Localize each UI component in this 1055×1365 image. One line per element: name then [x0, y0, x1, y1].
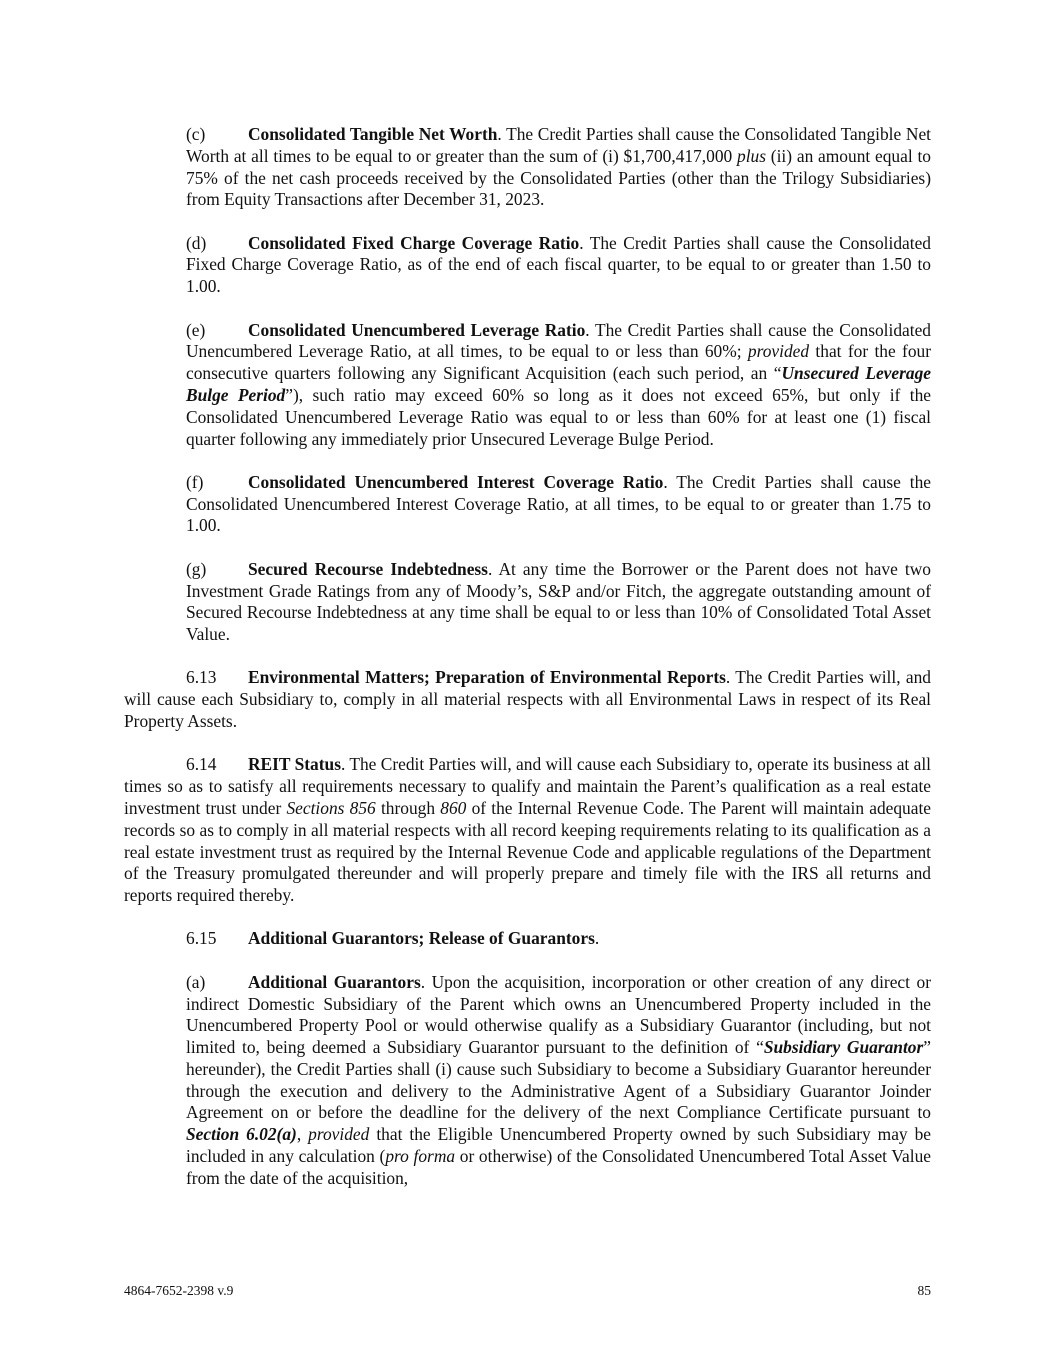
section-heading: Environmental Matters; Preparation of Environmental Reports	[248, 667, 726, 688]
section-text: . The Credit Parties will, and will cause each Subsidiary to, comply in all material respects with all Environmental Laws in respect of its Real Property Assets.	[124, 667, 932, 732]
clause-a	[186, 972, 931, 1190]
clause-text: . The Credit Parties shall cause the Consolidated Tangible Net Worth at all times to be equal to or greater than the sum of (i) $1,700,417,000	[186, 124, 931, 166]
defined-term: Subsidiary Guarantor	[763, 1037, 924, 1058]
clause-text-italic: provided	[308, 1124, 370, 1145]
defined-term: Unsecured Leverage Bulge Period	[186, 363, 932, 405]
clause-d	[186, 233, 931, 298]
section-number: 6.14	[186, 754, 217, 775]
document-body	[124, 124, 931, 1211]
section-number: 6.15	[186, 928, 217, 949]
section-text-italic: 860	[440, 797, 467, 818]
clause-label: (c)	[186, 124, 206, 144]
section-text: of the Internal Revenue Code. The Parent will maintain adequate records so as to comply in all material respects with all record keeping requirements relating to its qualification as a real estate investment trust as required by the Internal Revenue Code and applicable regulations of the Department of the Treasury promulgated thereunder and will properly prepare and timely file with the IRS all returns and reports required thereby.	[124, 797, 932, 906]
clause-text: ”), such ratio may exceed 60% so long as it does not exceed 65%, but only if the Consolidated Unencumbered Leverage Ratio was equal to or less than 60% for at least one (1) fiscal quarter following any immediately prior Unsecured Leverage Bulge Period.	[186, 384, 931, 449]
clause-text: . The Credit Parties shall cause the Consolidated Unencumbered Interest Coverage Ratio, at all times, to be equal to or greater than 1.75 to 1.00.	[186, 471, 931, 536]
clause-heading: Consolidated Tangible Net Worth	[248, 124, 498, 144]
section-text: . The Credit Parties will, and will cause each Subsidiary to, operate its business at all times so as to satisfy all requirements necessary to qualify and maintain the Parent’s qualification as a real estate investment trust under	[124, 754, 931, 818]
clause-text: that the Eligible Unencumbered Property owned by such Subsidiary may be included in any calculation (	[186, 1124, 931, 1167]
section-text-italic: Sections 856	[286, 797, 376, 818]
document-id: 4864-7652-2398 v.9	[124, 1283, 234, 1298]
clause-heading: Additional Guarantors	[248, 971, 421, 992]
section-number: 6.13	[186, 667, 217, 688]
clause-text: ,	[296, 1124, 309, 1145]
clause-heading: Consolidated Fixed Charge Coverage Ratio	[248, 232, 580, 253]
clause-text: (ii) an amount equal to 75% of the net cash proceeds received by the Consolidated Parties (other than the Trilogy Subsidiaries) from Equity Transactions after December 31, 2023.	[186, 145, 932, 210]
section-6-14	[124, 754, 931, 907]
clause-f	[186, 472, 931, 537]
clause-c	[186, 124, 931, 211]
clause-label: (f)	[186, 471, 204, 492]
clause-text-italic: provided	[747, 341, 810, 362]
section-6-15	[124, 928, 931, 950]
clause-label: (e)	[186, 319, 206, 340]
clause-text: or otherwise) of the Consolidated Unencumbered Total Asset Value from the date of the acquisition,	[186, 1146, 931, 1188]
clause-text: ” hereunder), the Credit Parties shall (i) cause such Subsidiary to become a Subsidiary Guarantor hereunder through the execution and delivery to the Administrative Agent of a Subsidiary Guarantor Joinder Agreement on or before the deadline for the delivery of the next Compliance Certificate pursuant to	[186, 1037, 931, 1123]
clause-label: (d)	[186, 232, 207, 253]
clause-g	[186, 559, 931, 646]
section-heading: REIT Status	[248, 754, 341, 775]
clause-label: (a)	[186, 971, 206, 992]
clause-text: . The Credit Parties shall cause the Consolidated Fixed Charge Coverage Ratio, as of the end of each fiscal quarter, to be equal to or greater than 1.50 to 1.00.	[186, 232, 931, 297]
clause-text: . The Credit Parties shall cause the Consolidated Unencumbered Leverage Ratio, at all times, to be equal to or less than 60%;	[186, 319, 932, 362]
clause-text: that for the four consecutive quarters following any Significant Acquisition (each such period, an “	[186, 341, 931, 384]
clause-label: (g)	[186, 558, 207, 579]
clause-heading: Consolidated Unencumbered Interest Coverage Ratio	[248, 471, 664, 492]
page-number: 85	[917, 1283, 931, 1298]
section-text: .	[594, 928, 600, 949]
section-text: through	[375, 797, 441, 818]
clause-text-italic: pro forma	[385, 1146, 456, 1167]
clause-text: . At any time the Borrower or the Parent does not have two Investment Grade Ratings from any of Moody’s, S&P and/or Fitch, the aggregate outstanding amount of Secured Recourse Indebtedness at any time shall be equal to or less than 10% of Consolidated Total Asset Value.	[186, 558, 931, 645]
cross-reference: Section 6.02(a)	[186, 1124, 297, 1145]
clause-heading: Consolidated Unencumbered Leverage Ratio	[248, 319, 586, 340]
clause-heading: Secured Recourse Indebtedness	[248, 558, 488, 579]
clause-e	[186, 320, 931, 451]
section-6-13	[124, 667, 931, 732]
clause-text-italic: plus	[737, 145, 767, 166]
section-heading: Additional Guarantors; Release of Guarantors	[248, 928, 595, 949]
clause-text: . Upon the acquisition, incorporation or other creation of any direct or indirect Domestic Subsidiary of the Parent which owns an Unencumbered Property included in the Unencumbered Property Pool or would otherwise qualify as a Subsidiary Guarantor (including, but not limited to, being deemed a Subsidiary Guarantor pursuant to the definition of “	[186, 971, 931, 1058]
